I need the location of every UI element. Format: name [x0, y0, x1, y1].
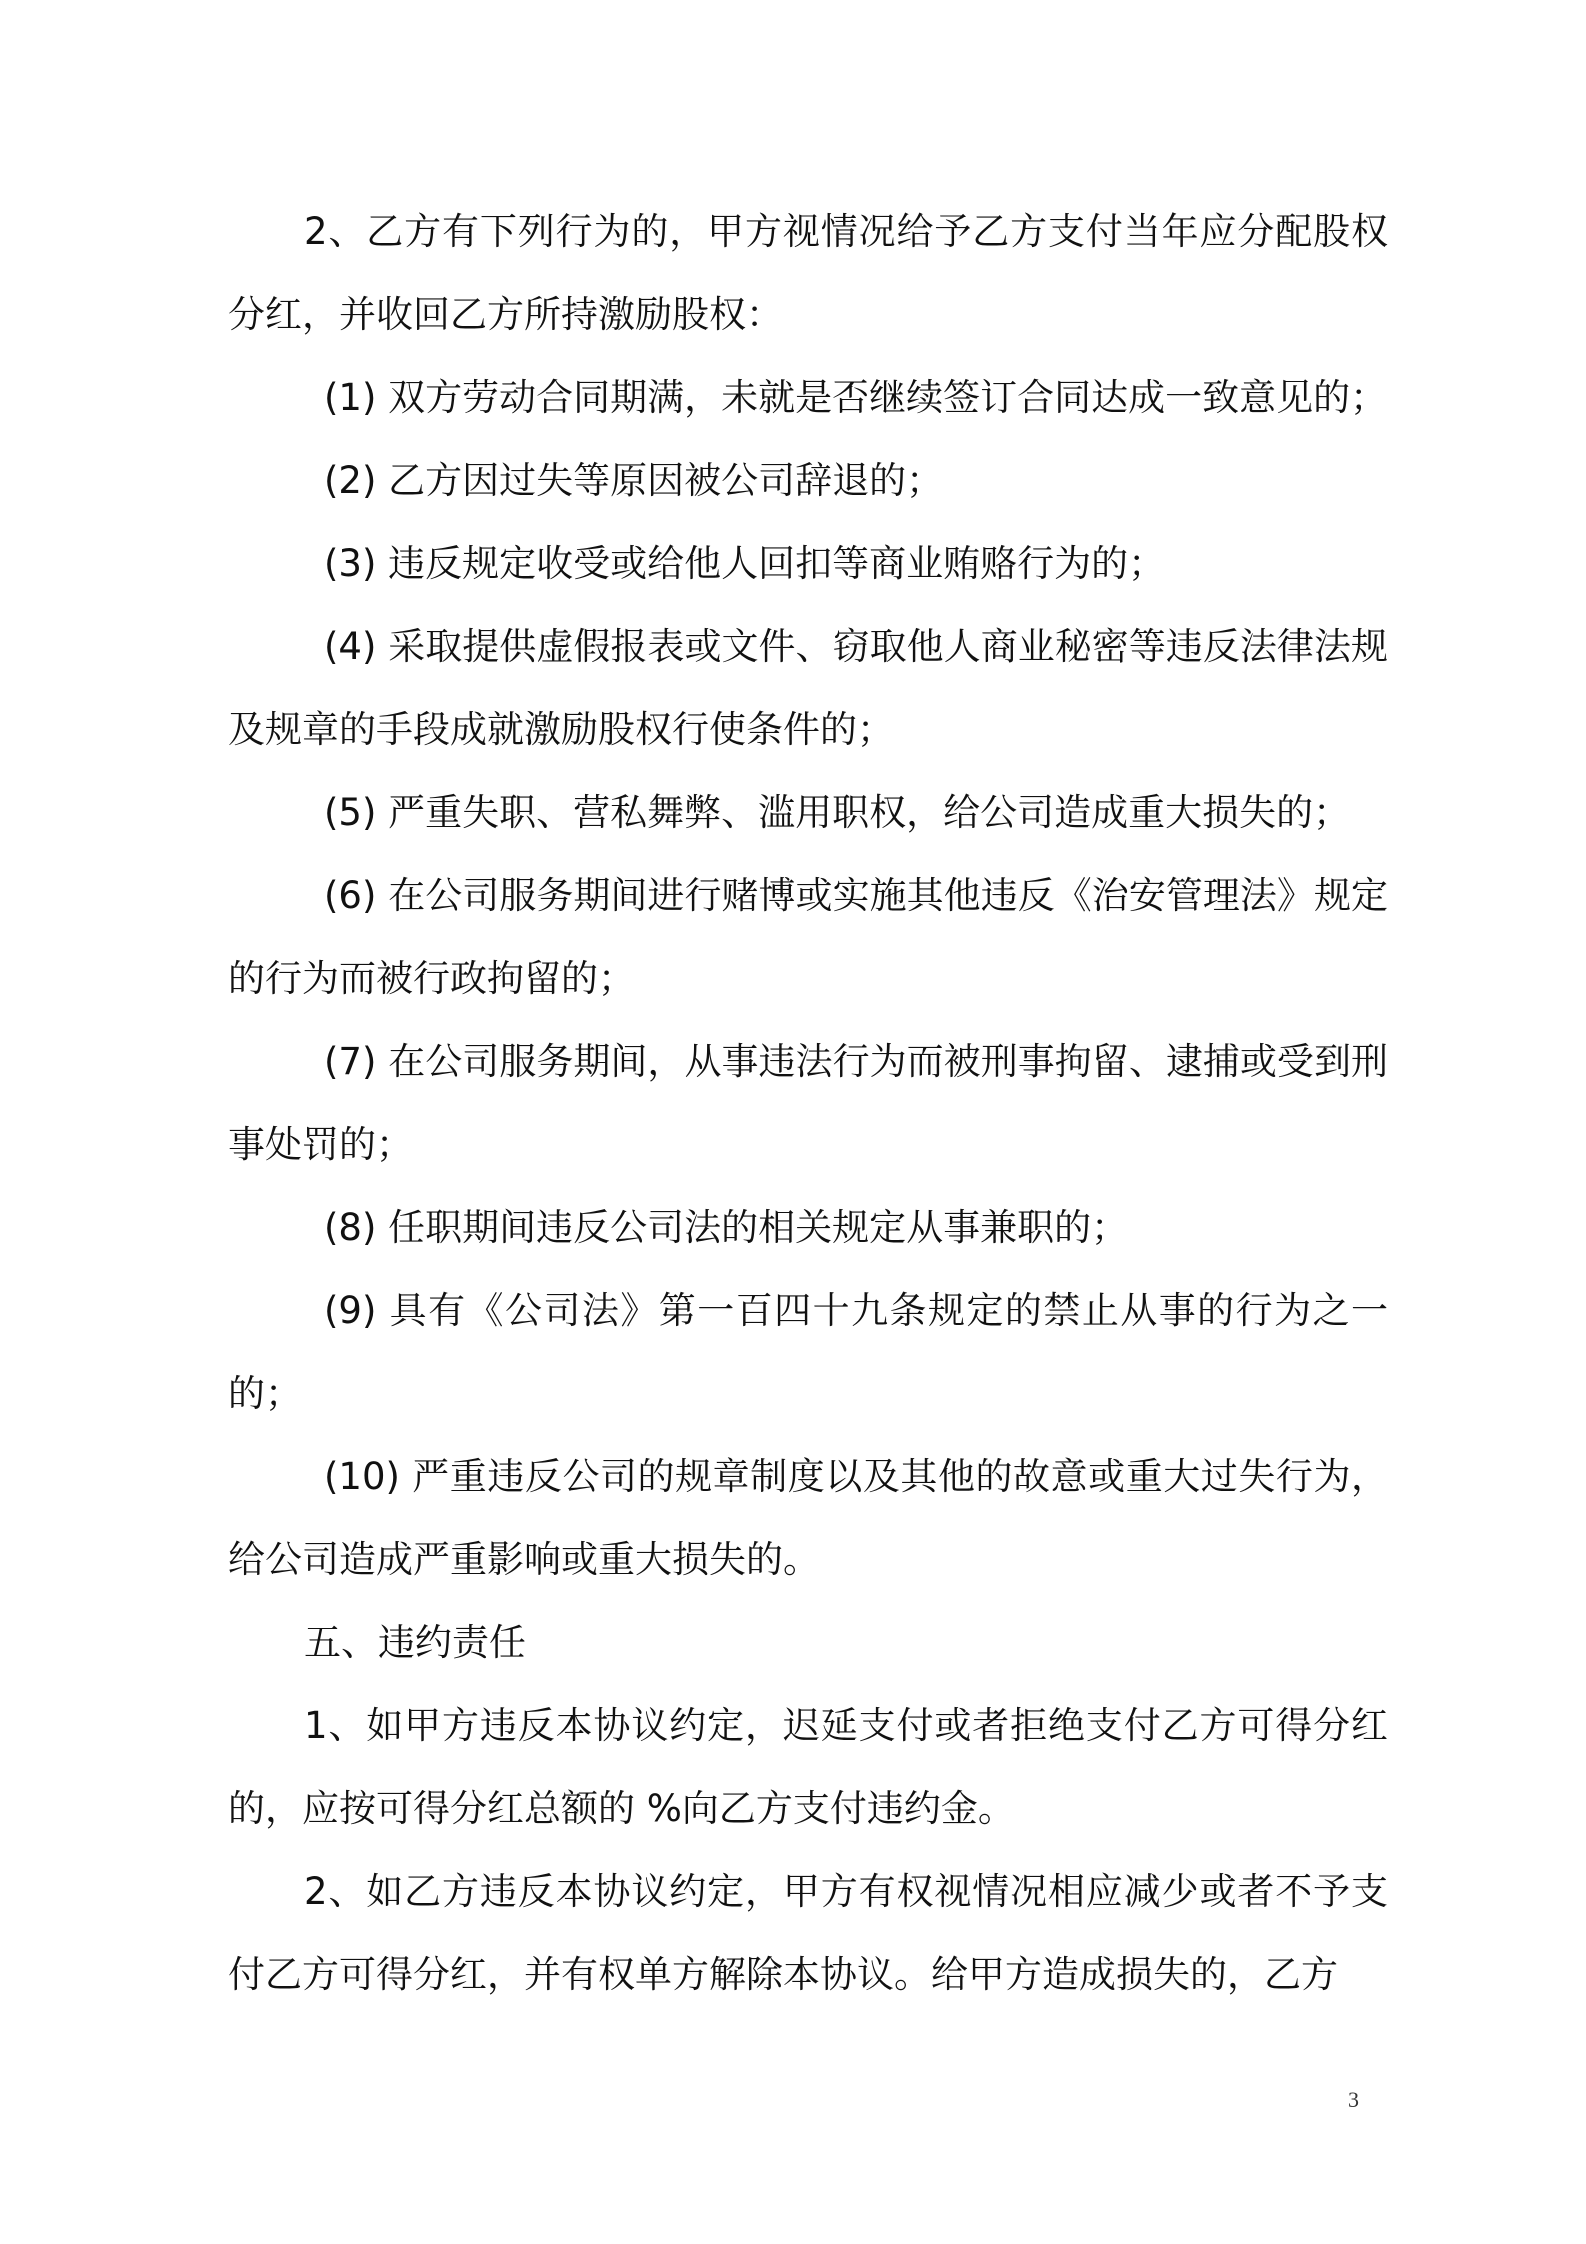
list-item-4: (4) 采取提供虚假报表或文件、窃取他人商业秘密等违反法律法规及规章的手段成就激励股权行使条件的； — [228, 625, 1388, 751]
list-item-3: (3) 违反规定收受或给他人回扣等商业贿赂行为的； — [324, 542, 1166, 585]
paragraph-clause-2: 2、乙方有下列行为的，甲方视情况给予乙方支付当年应分配股权分红，并收回乙方所持激励股权： — [228, 210, 1388, 336]
document-body — [228, 190, 1388, 2016]
paragraph-breach-party-b: 2、如乙方违反本协议约定，甲方有权视情况相应减少或者不予支付乙方可得分红，并有权单方解除本协议。给甲方造成损失的，乙方 — [228, 1870, 1388, 1996]
list-item-7: (7) 在公司服务期间，从事违法行为而被刑事拘留、逮捕或受到刑事处罚的； — [228, 1040, 1388, 1166]
list-item-10: (10) 严重违反公司的规章制度以及其他的故意或重大过失行为，给公司造成严重影响或重大损失的。 — [228, 1455, 1388, 1581]
list-item-2: (2) 乙方因过失等原因被公司辞退的； — [324, 459, 944, 502]
list-item-8: (8) 任职期间违反公司法的相关规定从事兼职的； — [324, 1206, 1129, 1249]
page-number: 3 — [1348, 2087, 1359, 2112]
paragraph-breach-party-a: 1、如甲方违反本协议约定，迟延支付或者拒绝支付乙方可得分红的，应按可得分红总额的 %向乙方支付违约金。 — [228, 1704, 1388, 1830]
list-item-9: (9) 具有《公司法》第一百四十九条规定的禁止从事的行为之一的； — [228, 1289, 1388, 1415]
list-item-1: (1) 双方劳动合同期满，未就是否继续签订合同达成一致意见的； — [324, 376, 1388, 419]
list-item-5: (5) 严重失职、营私舞弊、滥用职权，给公司造成重大损失的； — [324, 791, 1351, 834]
section-heading-breach-liability: 五、违约责任 — [304, 1621, 526, 1664]
list-item-6: (6) 在公司服务期间进行赌博或实施其他违反《治安管理法》规定的行为而被行政拘留的； — [228, 874, 1388, 1000]
